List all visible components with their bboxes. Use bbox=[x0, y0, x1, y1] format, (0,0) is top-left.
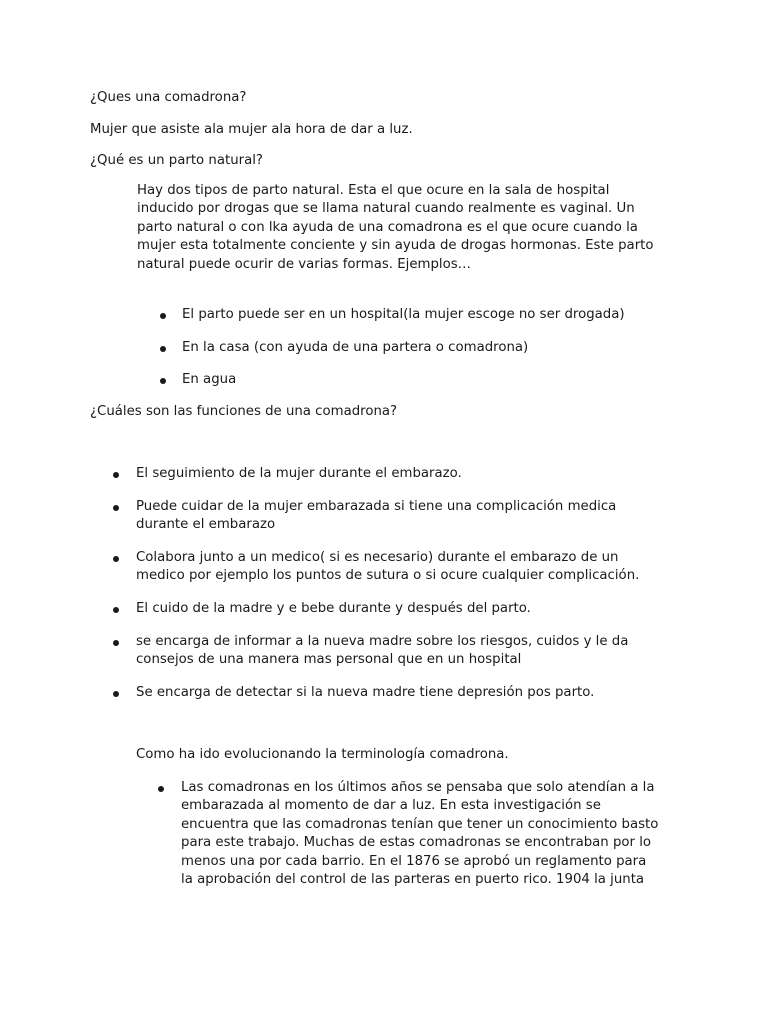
list-item: En la casa (con ayuda de una partera o comadrona) bbox=[182, 340, 529, 355]
intro-line: Hay dos tipos de parto natural. Esta el que ocure en la sala de hospital bbox=[137, 183, 610, 198]
bullet-icon bbox=[113, 691, 119, 697]
bullet-icon bbox=[113, 640, 119, 646]
list-item: El cuido de la madre y e bebe durante y después del parto. bbox=[136, 601, 531, 616]
bullet-icon bbox=[113, 607, 119, 613]
bullet-icon bbox=[160, 313, 166, 319]
bullet-icon bbox=[113, 505, 119, 511]
bullet-icon bbox=[158, 786, 164, 792]
list-item-continued: menos una por cada barrio. En el 1876 se aprobó un reglamento para bbox=[181, 854, 647, 869]
list-item: se encarga de informar a la nueva madre sobre los riesgos, cuidos y le da bbox=[136, 634, 629, 649]
list-item-continued: durante el embarazo bbox=[136, 517, 276, 532]
list-item-continued: consejos de una manera mas personal que en un hospital bbox=[136, 652, 522, 667]
question-que-es-comadrona: ¿Ques una comadrona? bbox=[90, 90, 247, 105]
list-item-continued: la aprobación del control de las parteras en puerto rico. 1904 la junta bbox=[181, 872, 645, 887]
list-item-continued: embarazada al momento de dar a luz. En esta investigación se bbox=[181, 798, 601, 813]
list-item-continued: encuentra que las comadronas tenían que tener un conocimiento basto bbox=[181, 817, 659, 832]
bullet-icon bbox=[160, 378, 166, 384]
list-item: Las comadronas en los últimos años se pensaba que solo atendían a la bbox=[181, 780, 655, 795]
intro-line: parto natural o con lka ayuda de una comadrona es el que ocure cuando la bbox=[137, 220, 638, 235]
answer-comadrona: Mujer que asiste ala mujer ala hora de dar a luz. bbox=[90, 122, 413, 137]
list-item: En agua bbox=[182, 372, 237, 387]
list-item-continued: para este trabajo. Muchas de estas comadronas se encontraban por lo bbox=[181, 835, 652, 850]
intro-line: natural puede ocurir de varias formas. Ejemplos… bbox=[137, 257, 471, 272]
list-item: Puede cuidar de la mujer embarazada si tiene una complicación medica bbox=[136, 499, 617, 514]
list-item: Colabora junto a un medico( si es necesario) durante el embarazo de un bbox=[136, 550, 619, 565]
intro-line: inducido por drogas que se llama natural cuando realmente es vaginal. Un bbox=[137, 201, 635, 216]
bullet-icon bbox=[113, 472, 119, 478]
intro-line: mujer esta totalmente conciente y sin ayuda de drogas hormonas. Este parto bbox=[137, 238, 654, 253]
list-item-continued: medico por ejemplo los puntos de sutura o si ocure cualquier complicación. bbox=[136, 568, 640, 583]
question-funciones: ¿Cuáles son las funciones de una comadrona? bbox=[90, 404, 398, 419]
list-item: Se encarga de detectar si la nueva madre tiene depresión pos parto. bbox=[136, 685, 595, 700]
bullet-icon bbox=[113, 556, 119, 562]
list-item: El seguimiento de la mujer durante el embarazo. bbox=[136, 466, 462, 481]
bullet-icon bbox=[160, 346, 166, 352]
list-item: El parto puede ser en un hospital(la mujer escoge no ser drogada) bbox=[182, 307, 625, 322]
question-parto-natural: ¿Qué es un parto natural? bbox=[90, 153, 263, 168]
heading-evolucion: Como ha ido evolucionando la terminología comadrona. bbox=[136, 747, 509, 762]
